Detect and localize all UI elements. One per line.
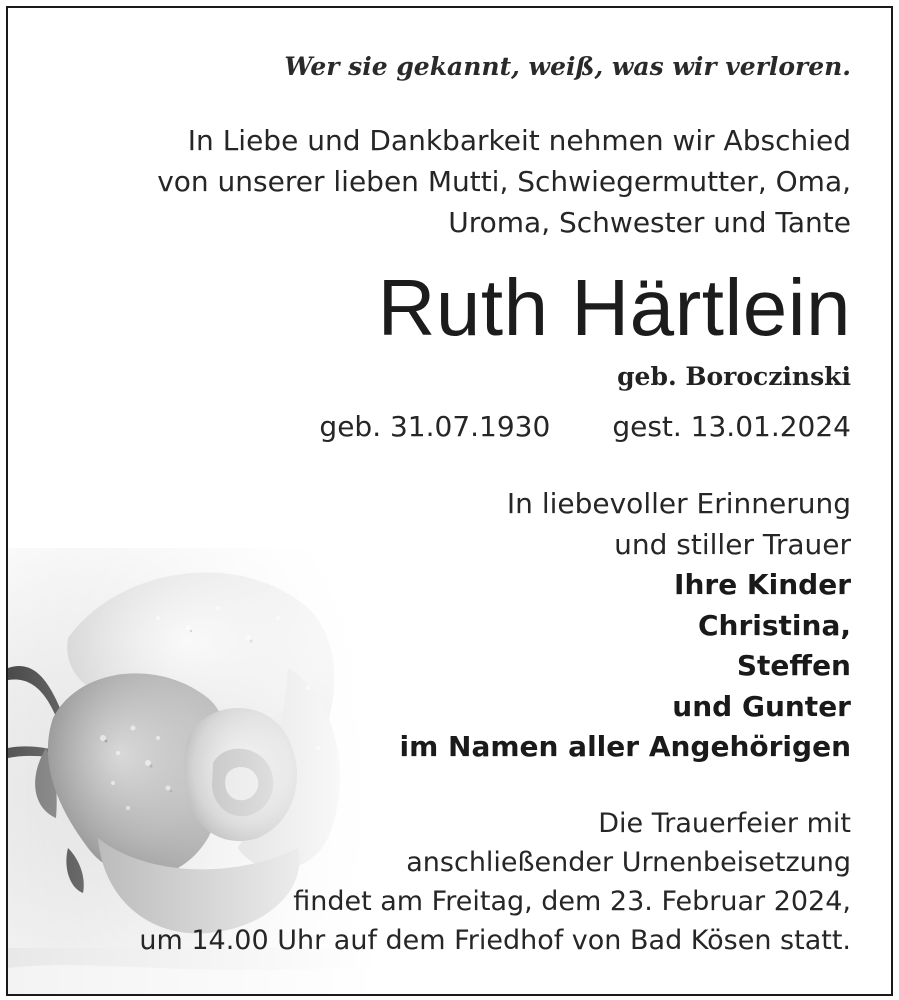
funeral-details <box>139 804 851 960</box>
remembrance-line: und stiller Trauer <box>614 527 851 561</box>
mourner-line: Christina, <box>697 608 851 642</box>
maiden-name: geb. Boroczinski <box>617 362 851 391</box>
funeral-line: anschließender Urnenbeisetzung <box>406 847 851 878</box>
intro-line: Uroma, Schwester und Tante <box>448 206 851 239</box>
funeral-line: Die Trauerfeier mit <box>598 808 851 839</box>
motto: Wer sie gekannt, weiß, was wir verloren. <box>284 52 851 81</box>
remembrance-line: In liebevoller Erinnerung <box>506 487 851 520</box>
intro-text <box>157 120 851 243</box>
intro-line: von unserer lieben Mutti, Schwiegermutter, Oma, <box>157 165 851 198</box>
mourner-line: im Namen aller Angehörigen <box>399 730 851 763</box>
mourners-block <box>399 484 851 768</box>
life-dates <box>319 410 851 443</box>
mourner-line: und Gunter <box>672 689 851 723</box>
mourner-line: Steffen <box>736 649 851 682</box>
obituary-frame <box>6 6 893 996</box>
deceased-name: Ruth Härtlein <box>377 263 851 352</box>
funeral-line: findet am Freitag, dem 23. Februar 2024, <box>293 886 851 917</box>
funeral-line: um 14.00 Uhr auf dem Friedhof von Bad Kösen statt. <box>139 925 851 956</box>
birth-date: geb. 31.07.1930 <box>319 410 551 443</box>
death-date: gest. 13.01.2024 <box>612 410 851 443</box>
mourner-line: Ihre Kinder <box>674 568 851 601</box>
intro-line: In Liebe und Dankbarkeit nehmen wir Abschied <box>187 124 851 157</box>
